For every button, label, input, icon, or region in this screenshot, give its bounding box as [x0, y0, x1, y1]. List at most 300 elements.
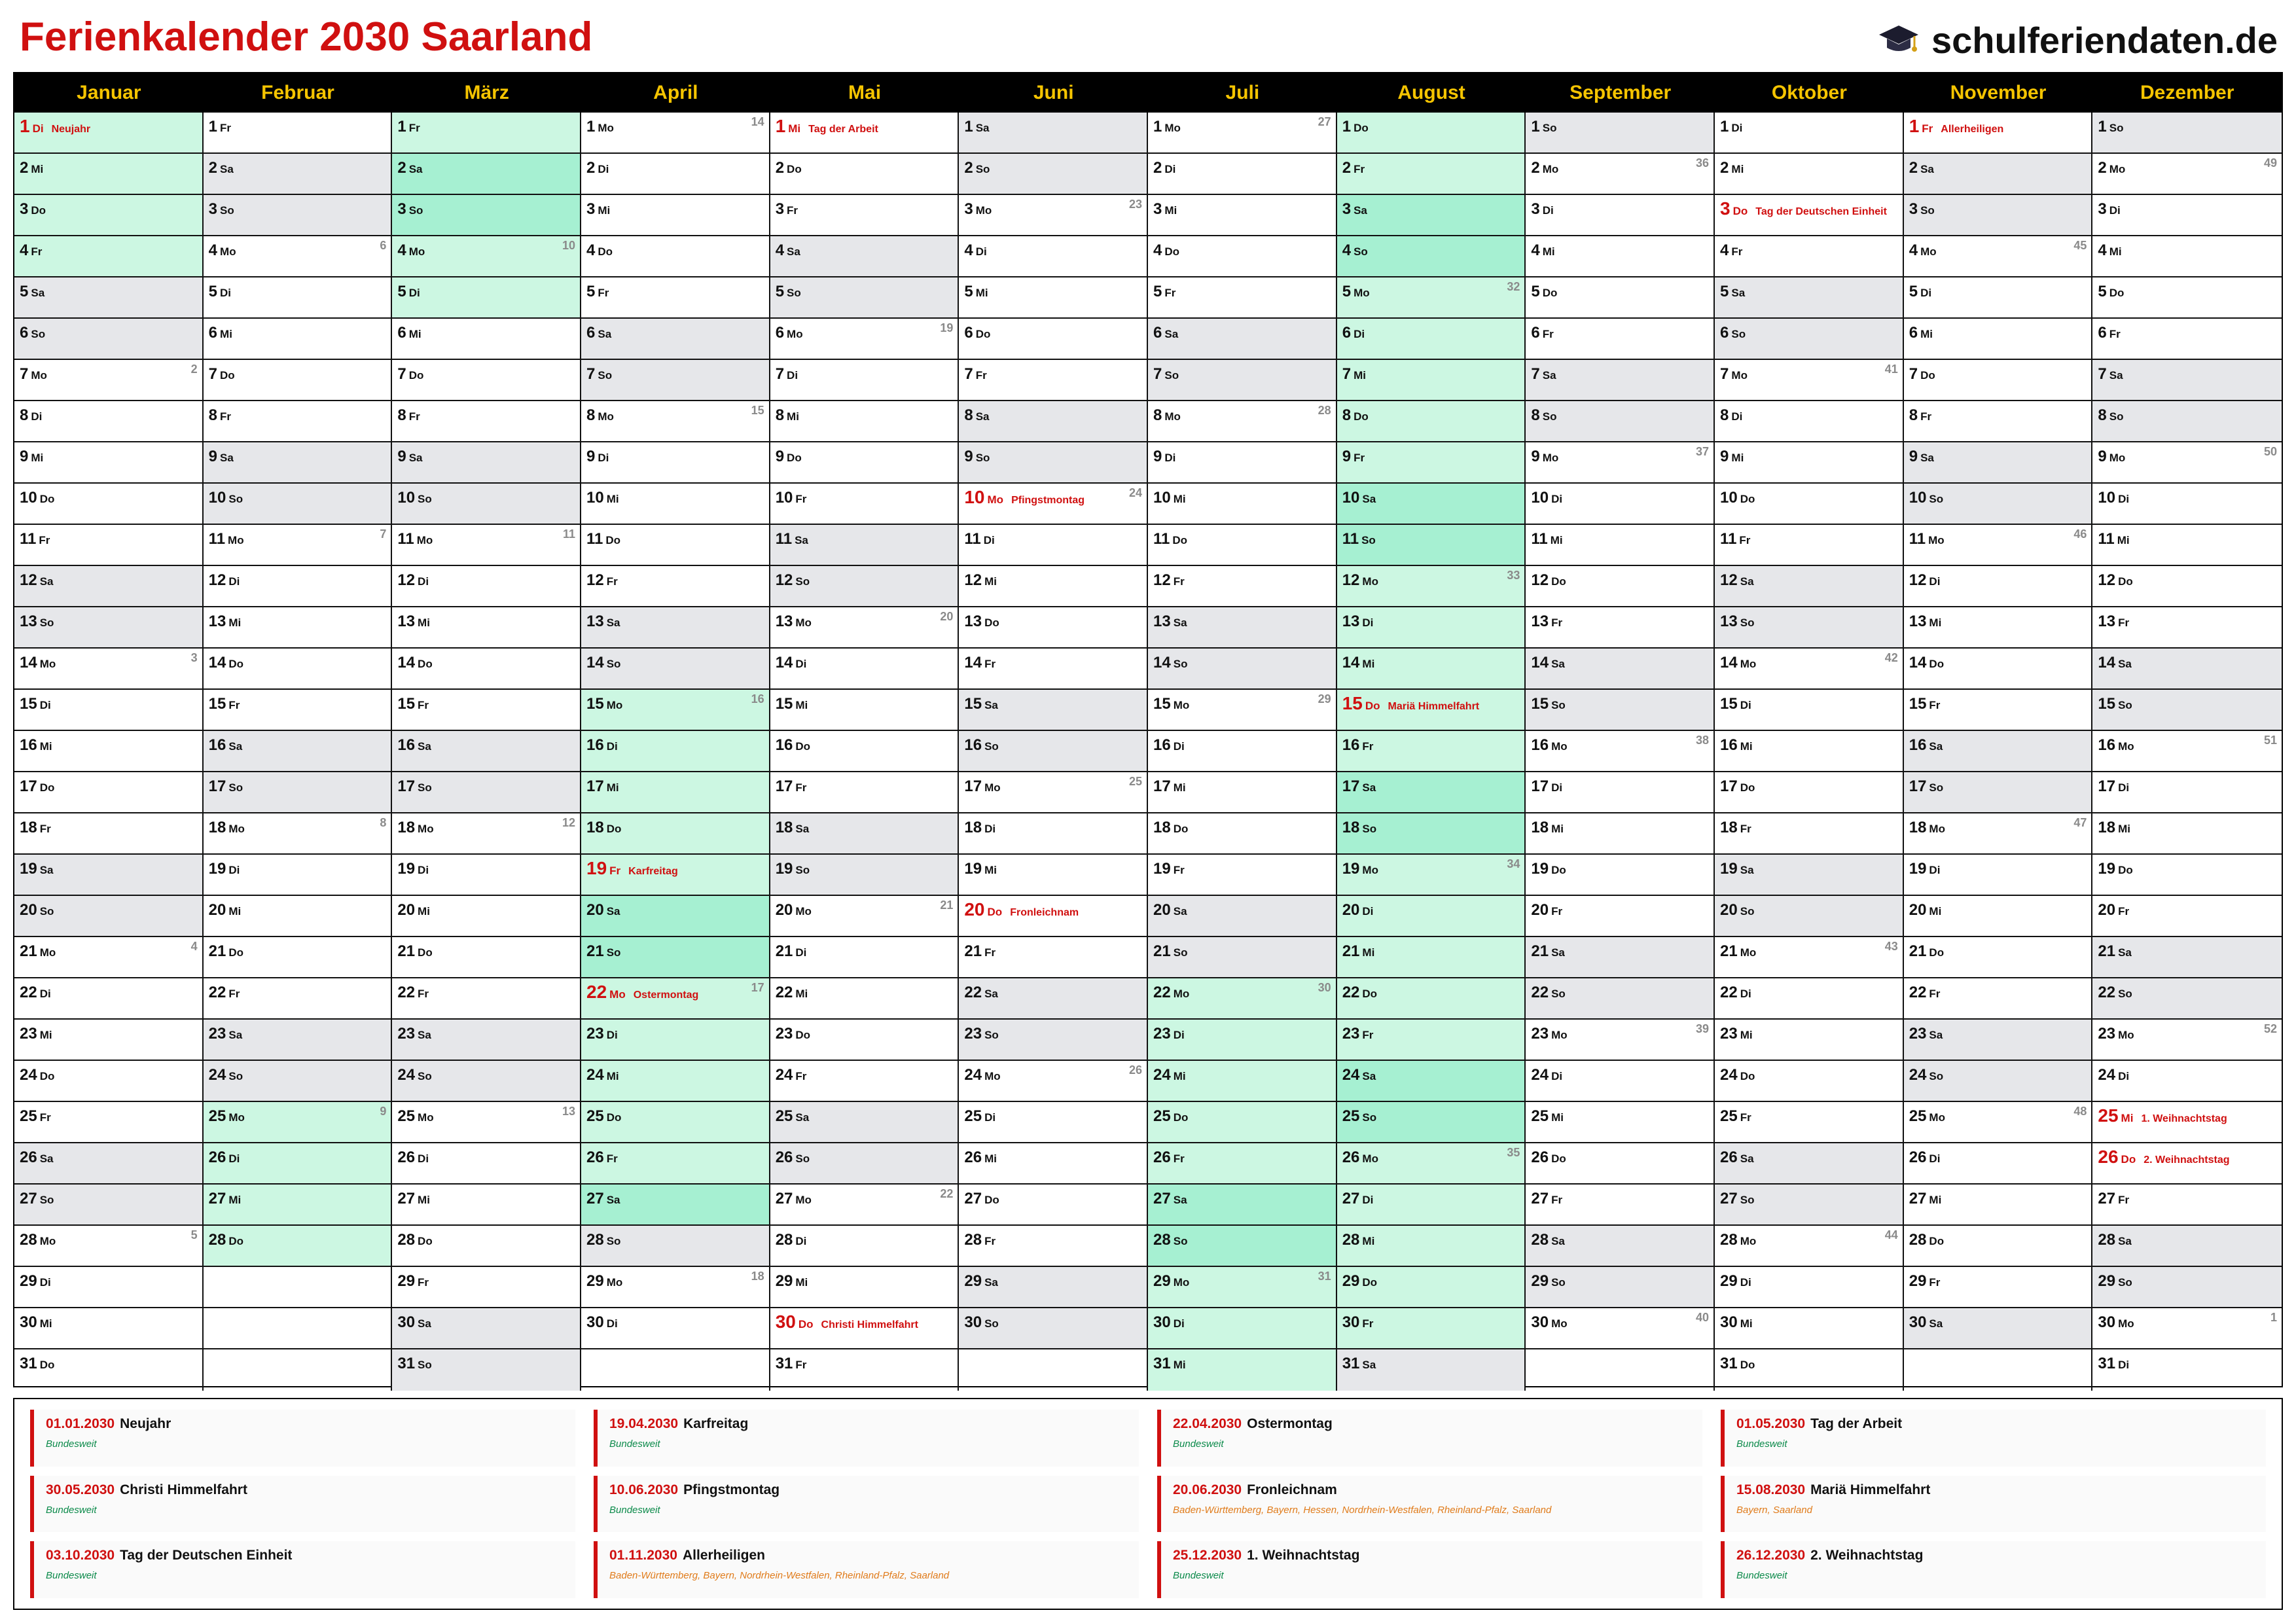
day-cell: [1715, 937, 1904, 978]
day-number: 6 Sa: [1153, 324, 1179, 342]
day-number: 19 Sa: [1720, 860, 1754, 878]
weekday-label: Sa: [408, 452, 423, 464]
day-number: 24 So: [1909, 1066, 1944, 1084]
weekday-label: Mi: [1362, 658, 1375, 670]
calendar-week-number: 49: [2264, 156, 2278, 169]
day-number: 7 Di: [775, 365, 798, 383]
day-cell: [1148, 731, 1337, 772]
weekday-label: Sa: [1173, 1194, 1187, 1206]
weekday-label: Do: [418, 946, 433, 959]
day-cell: [581, 195, 770, 236]
weekday-label: Mi: [418, 905, 430, 918]
day-cell: [1337, 690, 1526, 731]
day-cell: [1904, 401, 2093, 442]
day-number: 19 Do: [2098, 860, 2133, 878]
day-cell: [1715, 772, 1904, 813]
day-number: 23 Sa: [397, 1025, 431, 1043]
day-number: 3 Di: [2098, 200, 2121, 218]
day-cell: [2092, 896, 2282, 937]
day-cell: [1526, 1102, 1715, 1143]
legend-date: 10.06.2030: [609, 1482, 679, 1497]
day-cell: [770, 319, 960, 360]
day-cell: [1337, 813, 1526, 855]
weekday-label: Di: [1740, 1276, 1751, 1289]
day-cell: [1715, 236, 1904, 277]
month-column: [1904, 73, 2093, 1386]
weekday-label: So: [1929, 781, 1944, 794]
day-number: 24 Mi: [1153, 1066, 1186, 1084]
weekday-label: Do: [418, 658, 433, 670]
calendar-week-number: 6: [380, 239, 387, 252]
day-cell: [1526, 236, 1715, 277]
day-number: 21 Sa: [1531, 942, 1565, 960]
day-cell: [14, 855, 204, 896]
weekday-label: So: [598, 369, 613, 382]
day-number: 2 Do: [775, 159, 802, 177]
weekday-label: Sa: [39, 864, 54, 876]
day-cell: [2092, 195, 2282, 236]
day-number: 30 Sa: [397, 1313, 431, 1331]
legend-item: [1157, 1410, 1702, 1467]
day-cell: [581, 442, 770, 484]
weekday-label: Di: [228, 575, 240, 588]
day-cell: [392, 1349, 581, 1391]
day-number: 30 Mo: [1531, 1313, 1568, 1331]
legend-holiday-name: 2. Weihnachtstag: [1810, 1548, 1924, 1563]
weekday-label: Di: [795, 658, 807, 670]
legend-title-row: [1736, 1548, 2257, 1563]
weekday-label: Do: [1354, 122, 1369, 134]
day-number: 9 Sa: [208, 448, 234, 465]
weekday-label: Di: [408, 287, 420, 299]
month-header: März: [392, 73, 581, 113]
day-cell: [392, 113, 581, 154]
legend-holiday-name: Fronleichnam: [1247, 1482, 1337, 1497]
day-cell: [14, 484, 204, 525]
weekday-label: Do: [39, 781, 55, 794]
day-cell: [1337, 1267, 1526, 1308]
weekday-label: Fr: [787, 204, 798, 217]
weekday-label: Mo: [418, 823, 434, 835]
legend-item: [1157, 1476, 1702, 1533]
weekday-label: Sa: [1362, 1070, 1376, 1082]
weekday-label: So: [1173, 1235, 1188, 1247]
day-number: 29 So: [2098, 1272, 2132, 1290]
day-number: 10 Di: [1531, 489, 1563, 507]
weekday-label: Mi: [2118, 823, 2130, 835]
weekday-label: Mo: [416, 534, 433, 546]
day-number: 27 Sa: [1153, 1190, 1187, 1207]
day-number: 21 Mi: [1342, 942, 1375, 960]
day-number: 18 Sa: [775, 819, 810, 836]
day-cell: [204, 937, 393, 978]
day-number: 1 So: [1531, 118, 1557, 135]
day-cell: [1526, 1308, 1715, 1349]
weekday-label: Mi: [418, 1194, 430, 1206]
day-number: 17 Mi: [586, 777, 619, 795]
day-number: 2 Sa: [1909, 159, 1934, 177]
day-number: 22 Di: [20, 984, 51, 1001]
day-number: 24 Do: [1720, 1066, 1755, 1084]
day-number: 21 Do: [1909, 942, 1945, 960]
day-cell: [2092, 236, 2282, 277]
legend-scope: Bundesweit: [609, 1438, 660, 1450]
legend-title-row: [46, 1482, 566, 1498]
weekday-label: Do: [795, 740, 811, 753]
day-number: 31 Do: [1720, 1355, 1755, 1372]
day-cell: [1715, 1308, 1904, 1349]
day-number: 5 Mi: [964, 283, 988, 300]
weekday-label: Do: [975, 328, 991, 340]
day-number: 28 Mi: [1342, 1231, 1375, 1249]
weekday-label: Di: [228, 1152, 240, 1165]
day-cell: [14, 1226, 204, 1267]
weekday-label: Sa: [39, 575, 54, 588]
day-cell: [1904, 1267, 2093, 1308]
weekday-label: Do: [1164, 245, 1180, 258]
day-number: 12 Di: [208, 571, 240, 589]
day-cell: [1337, 607, 1526, 649]
day-cell: [2092, 1020, 2282, 1061]
day-number: 18 Di: [964, 819, 996, 836]
weekday-label: Mo: [1929, 1111, 1945, 1124]
weekday-label: Sa: [418, 1317, 431, 1330]
day-cell: [1904, 607, 2093, 649]
day-cell: [770, 195, 960, 236]
public-holiday-name: Tag der Deutschen Einheit: [1755, 206, 1887, 217]
day-number: 18 Do: [586, 819, 622, 836]
brand-logo[interactable]: [1878, 17, 2278, 63]
day-cell: [392, 772, 581, 813]
calendar-week-number: 28: [1318, 404, 1331, 417]
weekday-label: Di: [1164, 163, 1176, 175]
day-cell: [1526, 607, 1715, 649]
day-cell: [770, 855, 960, 896]
day-cell: [1904, 772, 2093, 813]
day-number: 12 Do: [2098, 571, 2133, 589]
weekday-label: So: [1740, 905, 1755, 918]
day-cell: [959, 1143, 1148, 1185]
weekday-label: Di: [1920, 287, 1932, 299]
weekday-label: Do: [2118, 575, 2133, 588]
legend-holiday-name: 1. Weihnachtstag: [1247, 1548, 1360, 1563]
weekday-label: Mi: [2121, 1112, 2134, 1124]
day-number: 28 So: [586, 1231, 621, 1249]
weekday-label: Fr: [1929, 1276, 1941, 1289]
weekday-label: Di: [1173, 740, 1185, 753]
weekday-label: Di: [1740, 988, 1751, 1000]
day-number: 10 Sa: [1342, 489, 1376, 507]
day-cell: [392, 607, 581, 649]
day-cell: [959, 1061, 1148, 1102]
day-cell: [581, 813, 770, 855]
weekday-label: Mi: [1920, 328, 1933, 340]
day-cell: [1337, 484, 1526, 525]
weekday-label: So: [228, 781, 243, 794]
weekday-label: Do: [984, 1194, 999, 1206]
calendar-week-number: 42: [1884, 651, 1898, 664]
public-holiday-name: Fronleichnam: [1010, 907, 1079, 918]
weekday-label: Do: [2118, 864, 2133, 876]
weekday-label: Mi: [1173, 493, 1186, 505]
weekday-label: Do: [1551, 864, 1566, 876]
day-number: 4 Do: [1153, 241, 1180, 259]
weekday-label: Mo: [2118, 1317, 2134, 1330]
legend-date: 19.04.2030: [609, 1416, 679, 1431]
day-number: 20 So: [20, 901, 54, 919]
weekday-label: Sa: [220, 163, 234, 175]
day-cell: [770, 154, 960, 195]
day-number: 6 So: [1720, 324, 1746, 342]
day-number: 19 So: [775, 860, 810, 878]
day-number: 24 So: [208, 1066, 243, 1084]
weekday-label: Do: [1740, 1359, 1755, 1371]
day-cell: [581, 937, 770, 978]
day-cell: [1148, 855, 1337, 896]
day-cell: [1904, 1308, 2093, 1349]
day-cell: [959, 690, 1148, 731]
day-cell: [1715, 1185, 1904, 1226]
day-cell: [581, 1102, 770, 1143]
weekday-label: Mi: [788, 122, 801, 135]
day-number: 10 Do: [1720, 489, 1755, 507]
weekday-label: Do: [1929, 946, 1945, 959]
day-cell: [1148, 360, 1337, 401]
legend-date: 22.04.2030: [1173, 1416, 1242, 1431]
day-number: 3 Mi: [1153, 200, 1177, 218]
day-number: 12 Fr: [1153, 571, 1185, 589]
day-cell: [14, 690, 204, 731]
day-cell: [1904, 1143, 2093, 1185]
weekday-label: Di: [1551, 493, 1563, 505]
month-column: [1148, 73, 1337, 1386]
day-number: 9 Di: [1153, 448, 1176, 465]
day-number: 10 So: [1909, 489, 1944, 507]
day-cell: [1715, 649, 1904, 690]
weekday-label: Mo: [2118, 1029, 2134, 1041]
weekday-label: Mi: [31, 163, 44, 175]
calendar-week-number: 18: [751, 1270, 764, 1283]
day-cell: [204, 525, 393, 566]
day-number: 28 Do: [397, 1231, 433, 1249]
day-number: 17 Di: [2098, 777, 2130, 795]
day-number: 28 Do: [1909, 1231, 1945, 1249]
weekday-label: Sa: [795, 534, 808, 546]
day-number: 23 Sa: [1909, 1025, 1943, 1043]
weekday-label: Sa: [984, 699, 998, 711]
day-cell: [1904, 319, 2093, 360]
month-column: [1526, 73, 1715, 1386]
weekday-label: Di: [220, 287, 232, 299]
day-cell: [959, 649, 1148, 690]
day-number: 31 Sa: [1342, 1355, 1376, 1372]
day-number: 8 Fr: [397, 406, 420, 424]
legend-scope: Bayern, Saarland: [1736, 1504, 1812, 1516]
weekday-label: Fr: [2118, 616, 2130, 629]
legend-title-row: [46, 1548, 566, 1563]
day-cell: [2092, 690, 2282, 731]
day-cell: [770, 1349, 960, 1391]
day-number: 28 Sa: [2098, 1231, 2132, 1249]
weekday-label: Mi: [1929, 616, 1942, 629]
day-cell: [2092, 360, 2282, 401]
day-cell: [959, 566, 1148, 607]
day-number: 9 Mo: [2098, 448, 2126, 465]
day-cell: [1148, 937, 1337, 978]
weekday-label: Mo: [787, 328, 803, 340]
day-number: 23 Fr: [1342, 1025, 1374, 1043]
day-cell: [1337, 1185, 1526, 1226]
day-number: 4 So: [1342, 241, 1368, 259]
public-holiday-name: 2. Weihnachtstag: [2144, 1154, 2230, 1166]
day-number: 12 Sa: [20, 571, 54, 589]
calendar-week-number: 51: [2264, 734, 2278, 747]
weekday-label: Di: [1542, 204, 1554, 217]
day-number: 11 Mi: [1531, 530, 1563, 548]
legend-scope: Bundesweit: [46, 1504, 97, 1516]
weekday-label: Do: [606, 823, 622, 835]
calendar-week-number: 39: [1696, 1022, 1710, 1035]
weekday-label: Sa: [1173, 905, 1187, 918]
day-number: 15 Do Mariä Himmelfahrt: [1342, 693, 1480, 713]
weekday-label: So: [418, 1070, 432, 1082]
day-cell: [581, 113, 770, 154]
day-number: 3 Fr: [775, 200, 798, 218]
weekday-label: Sa: [2118, 658, 2132, 670]
weekday-label: Do: [39, 1359, 55, 1371]
day-cell: [1148, 772, 1337, 813]
weekday-label: Fr: [228, 988, 240, 1000]
day-cell: [1526, 855, 1715, 896]
weekday-label: So: [228, 493, 243, 505]
day-number: 11 Sa: [775, 530, 808, 548]
day-number: 18 Mo: [1909, 819, 1945, 836]
day-cell: [392, 649, 581, 690]
day-number: 8 Sa: [964, 406, 990, 424]
day-cell: [14, 113, 204, 154]
weekday-label: Do: [605, 534, 621, 546]
day-number: 8 Mi: [775, 406, 799, 424]
day-cell: [14, 154, 204, 195]
day-number: 29 Mo: [1153, 1272, 1190, 1290]
day-number: 7 So: [586, 365, 613, 383]
day-number: 15 Fr: [208, 695, 240, 713]
day-cell: [959, 607, 1148, 649]
day-number: 14 Do: [208, 654, 244, 671]
legend-date: 20.06.2030: [1173, 1482, 1242, 1497]
empty-day-cell: [959, 1349, 1148, 1391]
weekday-label: Do: [1732, 205, 1748, 217]
weekday-label: Fr: [1551, 1194, 1563, 1206]
day-cell: [1715, 195, 1904, 236]
day-number: 6 Mi: [1909, 324, 1933, 342]
day-number: 24 Di: [2098, 1066, 2130, 1084]
day-cell: [1904, 525, 2093, 566]
day-number: 23 So: [964, 1025, 999, 1043]
day-cell: [392, 401, 581, 442]
weekday-label: Fr: [795, 493, 807, 505]
day-number: 25 Mo: [1909, 1107, 1945, 1125]
calendar-week-number: 3: [190, 651, 198, 664]
weekday-label: Di: [606, 740, 618, 753]
calendar-week-number: 11: [562, 527, 576, 541]
weekday-label: So: [1731, 328, 1746, 340]
weekday-label: So: [1164, 369, 1179, 382]
legend-scope: Bundesweit: [46, 1438, 97, 1450]
day-number: 11 Fr: [20, 530, 50, 548]
month-header: Oktober: [1715, 73, 1904, 113]
day-cell: [14, 1185, 204, 1226]
day-cell: [2092, 731, 2282, 772]
calendar-week-number: 50: [2264, 445, 2278, 458]
month-column: [1337, 73, 1526, 1386]
day-number: 12 Sa: [1720, 571, 1754, 589]
day-cell: [770, 896, 960, 937]
calendar-week-number: 32: [1507, 280, 1520, 293]
legend-date: 03.10.2030: [46, 1548, 115, 1563]
day-cell: [14, 525, 204, 566]
day-cell: [2092, 1226, 2282, 1267]
day-cell: [392, 855, 581, 896]
day-number: 7 Sa: [1531, 365, 1556, 383]
day-cell: [1715, 1143, 1904, 1185]
day-cell: [1148, 154, 1337, 195]
day-cell: [770, 442, 960, 484]
day-number: 20 Fr: [2098, 901, 2130, 919]
weekday-label: So: [795, 1152, 810, 1165]
weekday-label: Sa: [31, 287, 45, 299]
day-number: 18 Mo: [208, 819, 245, 836]
weekday-label: Fr: [1362, 740, 1374, 753]
day-cell: [1904, 484, 2093, 525]
day-number: 18 Mo: [397, 819, 434, 836]
day-number: 1 Di Neujahr: [20, 116, 91, 136]
weekday-label: Do: [228, 658, 244, 670]
day-number: 26 Sa: [20, 1149, 54, 1166]
day-cell: [581, 1143, 770, 1185]
day-number: 14 Mo: [20, 654, 56, 671]
day-cell: [1715, 896, 1904, 937]
day-number: 30 So: [964, 1313, 999, 1331]
day-number: 6 Fr: [2098, 324, 2121, 342]
day-number: 7 Do: [397, 365, 424, 383]
day-cell: [581, 401, 770, 442]
day-cell: [1526, 319, 1715, 360]
day-cell: [14, 442, 204, 484]
day-cell: [204, 813, 393, 855]
weekday-label: So: [418, 781, 432, 794]
day-cell: [770, 401, 960, 442]
day-cell: [1148, 1061, 1337, 1102]
day-cell: [1148, 319, 1337, 360]
day-number: 24 So: [397, 1066, 432, 1084]
legend-title-row: [1736, 1416, 2257, 1432]
day-number: 3 Mi: [586, 200, 611, 218]
day-number: 19 Mi: [964, 860, 997, 878]
day-number: 1 Do: [1342, 118, 1369, 135]
weekday-label: Di: [1929, 864, 1941, 876]
legend-scope: Baden-Württemberg, Bayern, Nordrhein-Westfalen, Rheinland-Pfalz, Saarland: [609, 1570, 950, 1582]
day-number: 18 Fr: [20, 819, 51, 836]
day-number: 4 Mi: [1531, 241, 1555, 259]
day-cell: [1148, 813, 1337, 855]
weekday-label: Mi: [1354, 369, 1366, 382]
weekday-label: Do: [1929, 658, 1945, 670]
weekday-label: Mo: [1542, 452, 1559, 464]
calendar-week-number: 44: [1884, 1228, 1898, 1241]
day-number: 22 So: [2098, 984, 2132, 1001]
calendar-week-number: 10: [562, 239, 576, 252]
